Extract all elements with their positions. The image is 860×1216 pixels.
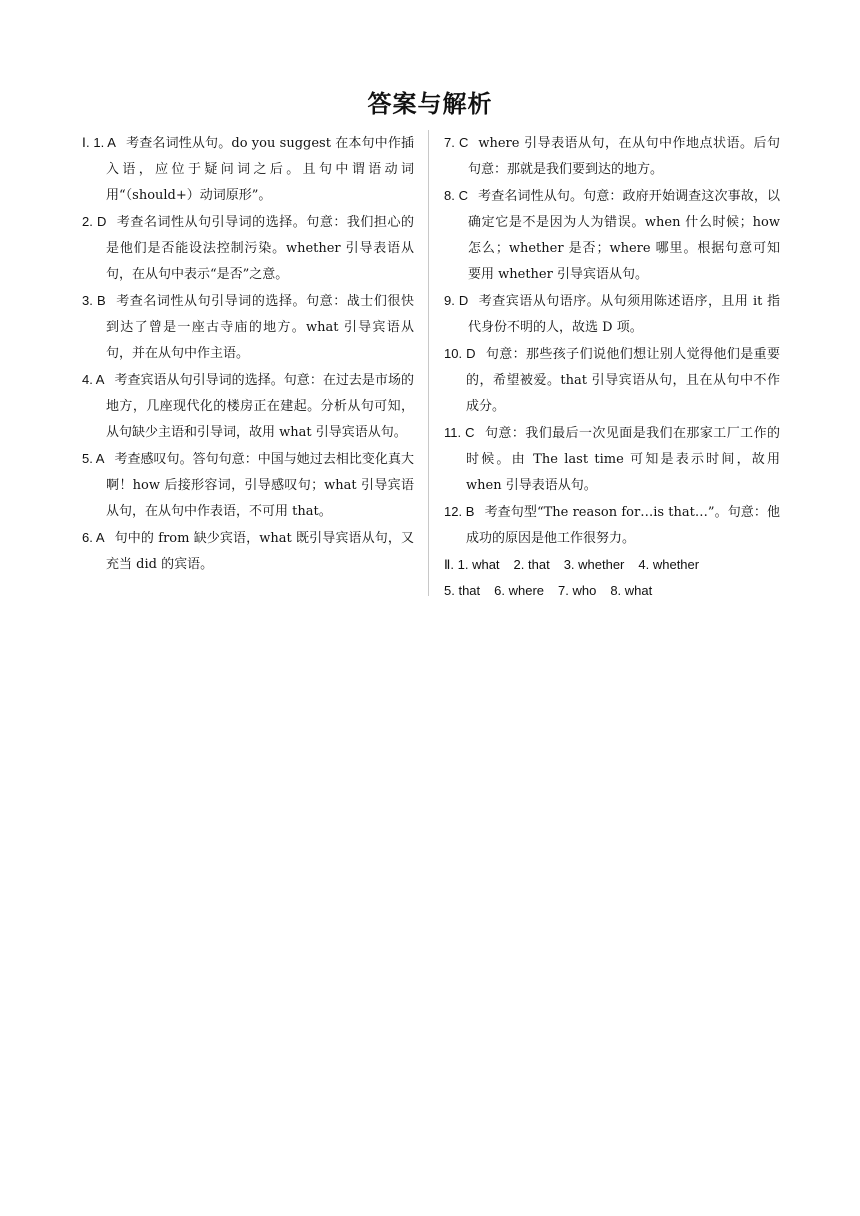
answer-number: 4. A: [82, 372, 105, 387]
answer-number: 2. D: [82, 214, 107, 229]
answer-entry: [444, 341, 780, 420]
fill-answer: 3. whether: [563, 557, 625, 572]
answer-explanation: 句意：那些孩子们说他们想让别人觉得他们是重要的，希望被爱。that 引导宾语从句，且在从句中不作成分。: [466, 347, 780, 414]
answer-explanation: 考查感叹句。答句句意：中国与她过去相比变化真大啊！how 后接形容词，引导感叹句；what 引导宾语从句，在从句中作表语，不可用 that。: [106, 452, 414, 519]
answer-number: 10. D: [444, 346, 476, 361]
left-column: [82, 130, 414, 578]
answer-entry: [82, 446, 414, 525]
answer-explanation: 考查名词性从句。句意：政府开始调查这次事故，以确定它是不是因为人为错误。when 什么时候；how 怎么；whether 是否；where 哪里。根据句意可知要用 whether 引导宾语从句。: [468, 189, 780, 282]
answer-entry: [82, 130, 414, 209]
fill-answer: 4. whether: [638, 557, 700, 572]
answer-explanation: 考查宾语从句引导词的选择。句意：在过去是市场的地方，几座现代化的楼房正在建起。分析从句可知，从句缺少主语和引导词，故用 what 引导宾语从句。: [106, 373, 414, 440]
answer-number: 9. D: [444, 293, 469, 308]
answer-entry: [82, 209, 414, 288]
answer-explanation: 考查名词性从句引导词的选择。句意：战士们很快到达了曾是一座古寺庙的地方。what 引导宾语从句，并在从句中作主语。: [106, 294, 414, 361]
answer-number: 12. B: [444, 504, 475, 519]
answer-entry: [444, 288, 780, 341]
right-column: [444, 130, 780, 604]
answer-explanation: 考查句型“The reason for…is that…”。句意：他成功的原因是他工作很努力。: [466, 505, 780, 546]
section2-answers-line2: [444, 578, 780, 604]
answer-number: Ⅰ. 1. A: [82, 135, 116, 150]
answer-number: 7. C: [444, 135, 469, 150]
answer-entry: [82, 288, 414, 367]
answer-number: 6. A: [82, 530, 105, 545]
answer-explanation: 考查宾语从句语序。从句须用陈述语序，且用 it 指代身份不明的人，故选 D 项。: [468, 294, 780, 335]
column-divider: [428, 130, 429, 596]
answer-entry: [82, 525, 414, 578]
fill-answer: Ⅱ. 1. what: [444, 557, 500, 572]
answer-explanation: 句意：我们最后一次见面是我们在那家工厂工作的时候。由 The last time 可知是表示时间，故用 when 引导表语从句。: [466, 426, 780, 493]
fill-answer: 7. who: [558, 583, 597, 598]
answer-explanation: 考查名词性从句。do you suggest 在本句中作插入语，应位于疑问词之后。且句中谓语动词用“（should+）动词原形”。: [106, 136, 415, 203]
answer-entry: [444, 499, 780, 552]
fill-answer: 8. what: [610, 583, 653, 598]
fill-answer: 2. that: [513, 557, 550, 572]
answer-number: 11. C: [444, 425, 475, 440]
answer-entry: [82, 367, 414, 446]
answer-number: 5. A: [82, 451, 105, 466]
answer-entry: [444, 130, 780, 183]
answer-number: 8. C: [444, 188, 468, 203]
answer-explanation: where 引导表语从句，在从句中作地点状语。后句句意：那就是我们要到达的地方。: [468, 136, 781, 177]
answer-explanation: 考查名词性从句引导词的选择。句意：我们担心的是他们是否能设法控制污染。whether 引导表语从句，在从句中表示“是否”之意。: [106, 215, 414, 282]
fill-answer: 6. where: [494, 583, 545, 598]
answer-entry: [444, 420, 780, 499]
page-title: 答案与解析: [367, 90, 493, 118]
answer-number: 3. B: [82, 293, 106, 308]
answer-explanation: 句中的 from 缺少宾语，what 既引导宾语从句，又充当 did 的宾语。: [106, 531, 414, 572]
answer-entry: [444, 183, 780, 288]
fill-answer: 5. that: [444, 583, 481, 598]
section2-answers-line1: [444, 552, 780, 578]
